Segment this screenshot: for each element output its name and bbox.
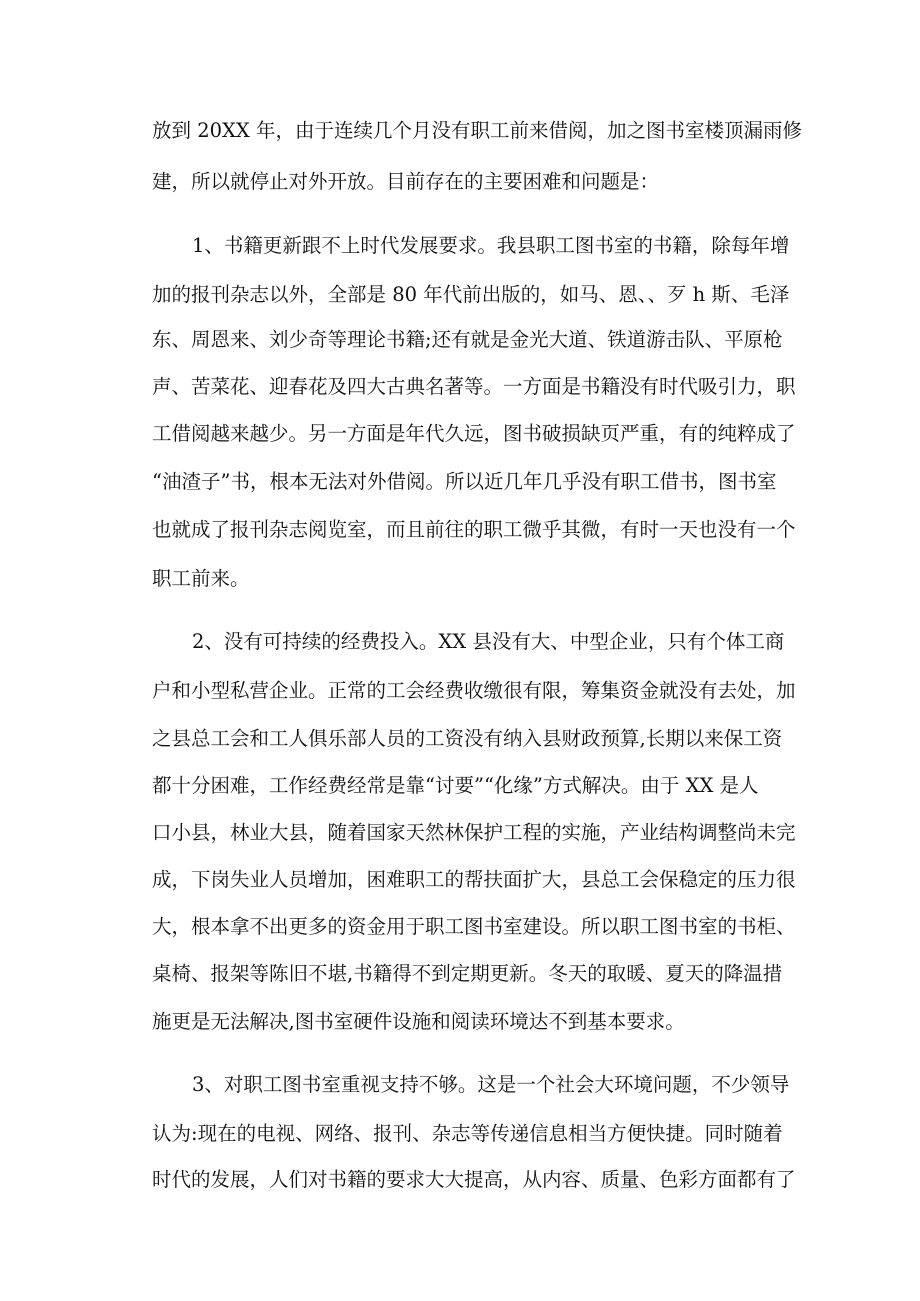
text-line: 工借阅越来越少。另一方面是年代久远，图书破损缺页严重，有的纯粹成了	[152, 422, 796, 445]
text-line: 2、没有可持续的经费投入。XX 县没有大、中型企业，只有个体工商	[192, 630, 785, 653]
text-line: 放到 20XX 年，由于连续几个月没有职工前来借阅，加之图书室楼顶漏雨修	[152, 119, 802, 142]
text-line: 东、周恩来、刘少奇等理论书籍;还有就是金光大道、铁道游击队、平原枪	[152, 328, 783, 351]
text-line: 之县总工会和工人俱乐部人员的工资没有纳入县财政预算,长期以来保工资	[152, 727, 783, 750]
text-line: 3、对职工图书室重视支持不够。这是一个社会大环境问题，不少领导	[192, 1073, 790, 1096]
text-line: 也就成了报刊杂志阅览室，而且前往的职工微乎其微，有时一天也没有一个	[152, 518, 796, 541]
text-line: 口小县，林业大县，随着国家天然林保护工程的实施，产业结构调整尚未完	[152, 821, 796, 844]
text-line: 建，所以就停止对外开放。目前存在的主要困难和问题是：	[152, 170, 660, 193]
text-line: 1、书籍更新跟不上时代发展要求。我县职工图书室的书籍，除每年增	[192, 234, 790, 257]
text-line: “油渣子”书，根本无法对外借阅。所以近几年几乎没有职工借书，图书室	[152, 470, 777, 493]
text-line: 大，根本拿不出更多的资金用于职工图书室建设。所以职工图书室的书柜、	[152, 915, 796, 938]
text-line: 职工前来。	[152, 567, 250, 590]
text-line: 认为:现在的电视、网络、报刊、杂志等传递信息相当方便快捷。同时随着	[152, 1122, 783, 1145]
text-line: 施更是无法解决,图书室硬件设施和阅读环境达不到基本要求。	[152, 1010, 685, 1033]
text-line: 成，下岗失业人员增加，困难职工的帮扶面扩大，县总工会保稳定的压力很	[152, 868, 796, 891]
text-line: 加的报刊杂志以外，全部是 80 年代前出版的，如马、恩、、歹 h 斯、毛泽	[152, 283, 790, 306]
text-line: 户和小型私营企业。正常的工会经费收缴很有限，筹集资金就没有去处，加	[152, 679, 796, 702]
text-line: 都十分困难，工作经费经常是靠“讨要”“化缘”方式解决。由于 XX 是人	[152, 774, 759, 797]
text-line: 桌椅、报架等陈旧不堪,书籍得不到定期更新。冬天的取暖、夏天的降温措	[152, 962, 783, 985]
text-line: 时代的发展，人们对书籍的要求大大提高，从内容、质量、色彩方面都有了	[152, 1168, 796, 1191]
text-line: 声、苦菜花、迎春花及四大古典名著等。一方面是书籍没有时代吸引力，职	[152, 375, 796, 398]
